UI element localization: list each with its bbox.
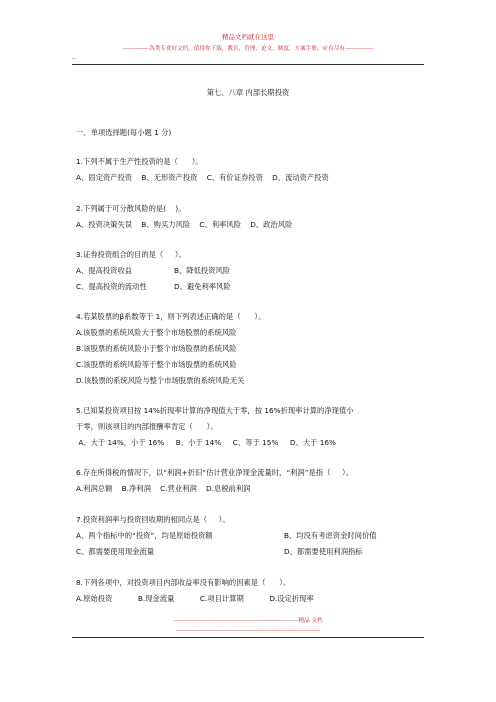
question-7: 7.投资利润率与投资回收期的相同点是（ ）。 [76,515,230,524]
question-7-option-a: A、两个指标中的“投资”，均是原始投资额 [76,531,213,540]
question-4-option-a: A.该股票的系统风险大于整个市场股票的系统风险 [76,328,237,337]
footer-line-1: --------------------------------------------------------------精品 文档 [173,618,323,624]
question-5-options: A、大于 14%，小于 16% B、小于 14% C、等于 15% D、大于 16% [76,438,336,447]
question-4-option-d: D.该股票的系统风险与整个市场股票的系统风险无关 [76,376,245,385]
question-7-option-c: C、都需要使用现金流量 [76,547,155,556]
question-3-option-d: D、避免利率风险 [174,282,231,291]
question-4-option-c: C.该股票的系统风险等于整个市场股票的系统风险 [76,360,237,369]
question-6: 6.存在所得税的情况下，以“利润+折旧”估计营业净现金流量时，“利润”是指（ ）。 [76,468,353,477]
header-dash: -- [72,56,77,62]
question-6-options: A.利润总额 B.净利润 C.营业利润 D.息税前利润 [76,484,251,493]
question-7-option-b: B、均没有考虑资金时间价值 [284,531,377,540]
header-title: 精品文档就在这里 [222,33,274,41]
question-5-line-1: 5.已知某投资项目按 14%折现率计算的净现值大于零，按 16%折现率计算的净现值小 [76,406,354,415]
header-rule [72,64,424,65]
footer-rule [72,637,424,638]
question-3-option-a: A、提高投资收益 [76,266,133,275]
question-4-option-b: B.该股票的系统风险小于整个市场股票的系统风险 [76,344,237,353]
question-7-option-d: D、都需要使用利润指标 [284,547,363,556]
question-4: 4.若某股票的β系数等于 1，则下列表述正确的是（ ）。 [76,312,266,321]
question-2-options: A、投资决策失误 B、购买力风险 C、利率风险 D、政治风险 [76,220,293,229]
question-5-line-2: 于零，则该项目的内部报酬率肯定（ ）。 [76,422,218,431]
question-1-options: A、固定资产投资 B、无形资产投资 C、有价证券投资 D、流动资产投资 [76,173,329,182]
page-title: 第七、八章 内部长期投资 [206,88,290,97]
question-8-options: A.原始投资 B.现金流量 C.项目计算期 D.设定折现率 [76,594,314,603]
question-1: 1.下列不属于生产性投资的是（ ）。 [76,157,203,166]
question-3-option-c: C、提高投资的流动性 [76,282,147,291]
question-2: 2.下列属于可分散风险的是( )。 [76,204,186,213]
question-3-option-b: B、降低投资风险 [174,266,231,275]
question-8: 8.下列各项中，对投资项目内部收益率没有影响的因素是（ ）。 [76,578,291,587]
footer-line-2: ----------------------------------------------------------------------- [176,628,320,634]
header-slogan: -------------各类专业好文档，值得你下载，教育，管理，论文，制度，方案手册，应有尽有-------------- [122,46,374,52]
question-3: 3.证券投资组合的目的是（ ）。 [76,250,186,259]
section-heading: 一、单项选择题(每小题 1 分) [76,128,172,137]
